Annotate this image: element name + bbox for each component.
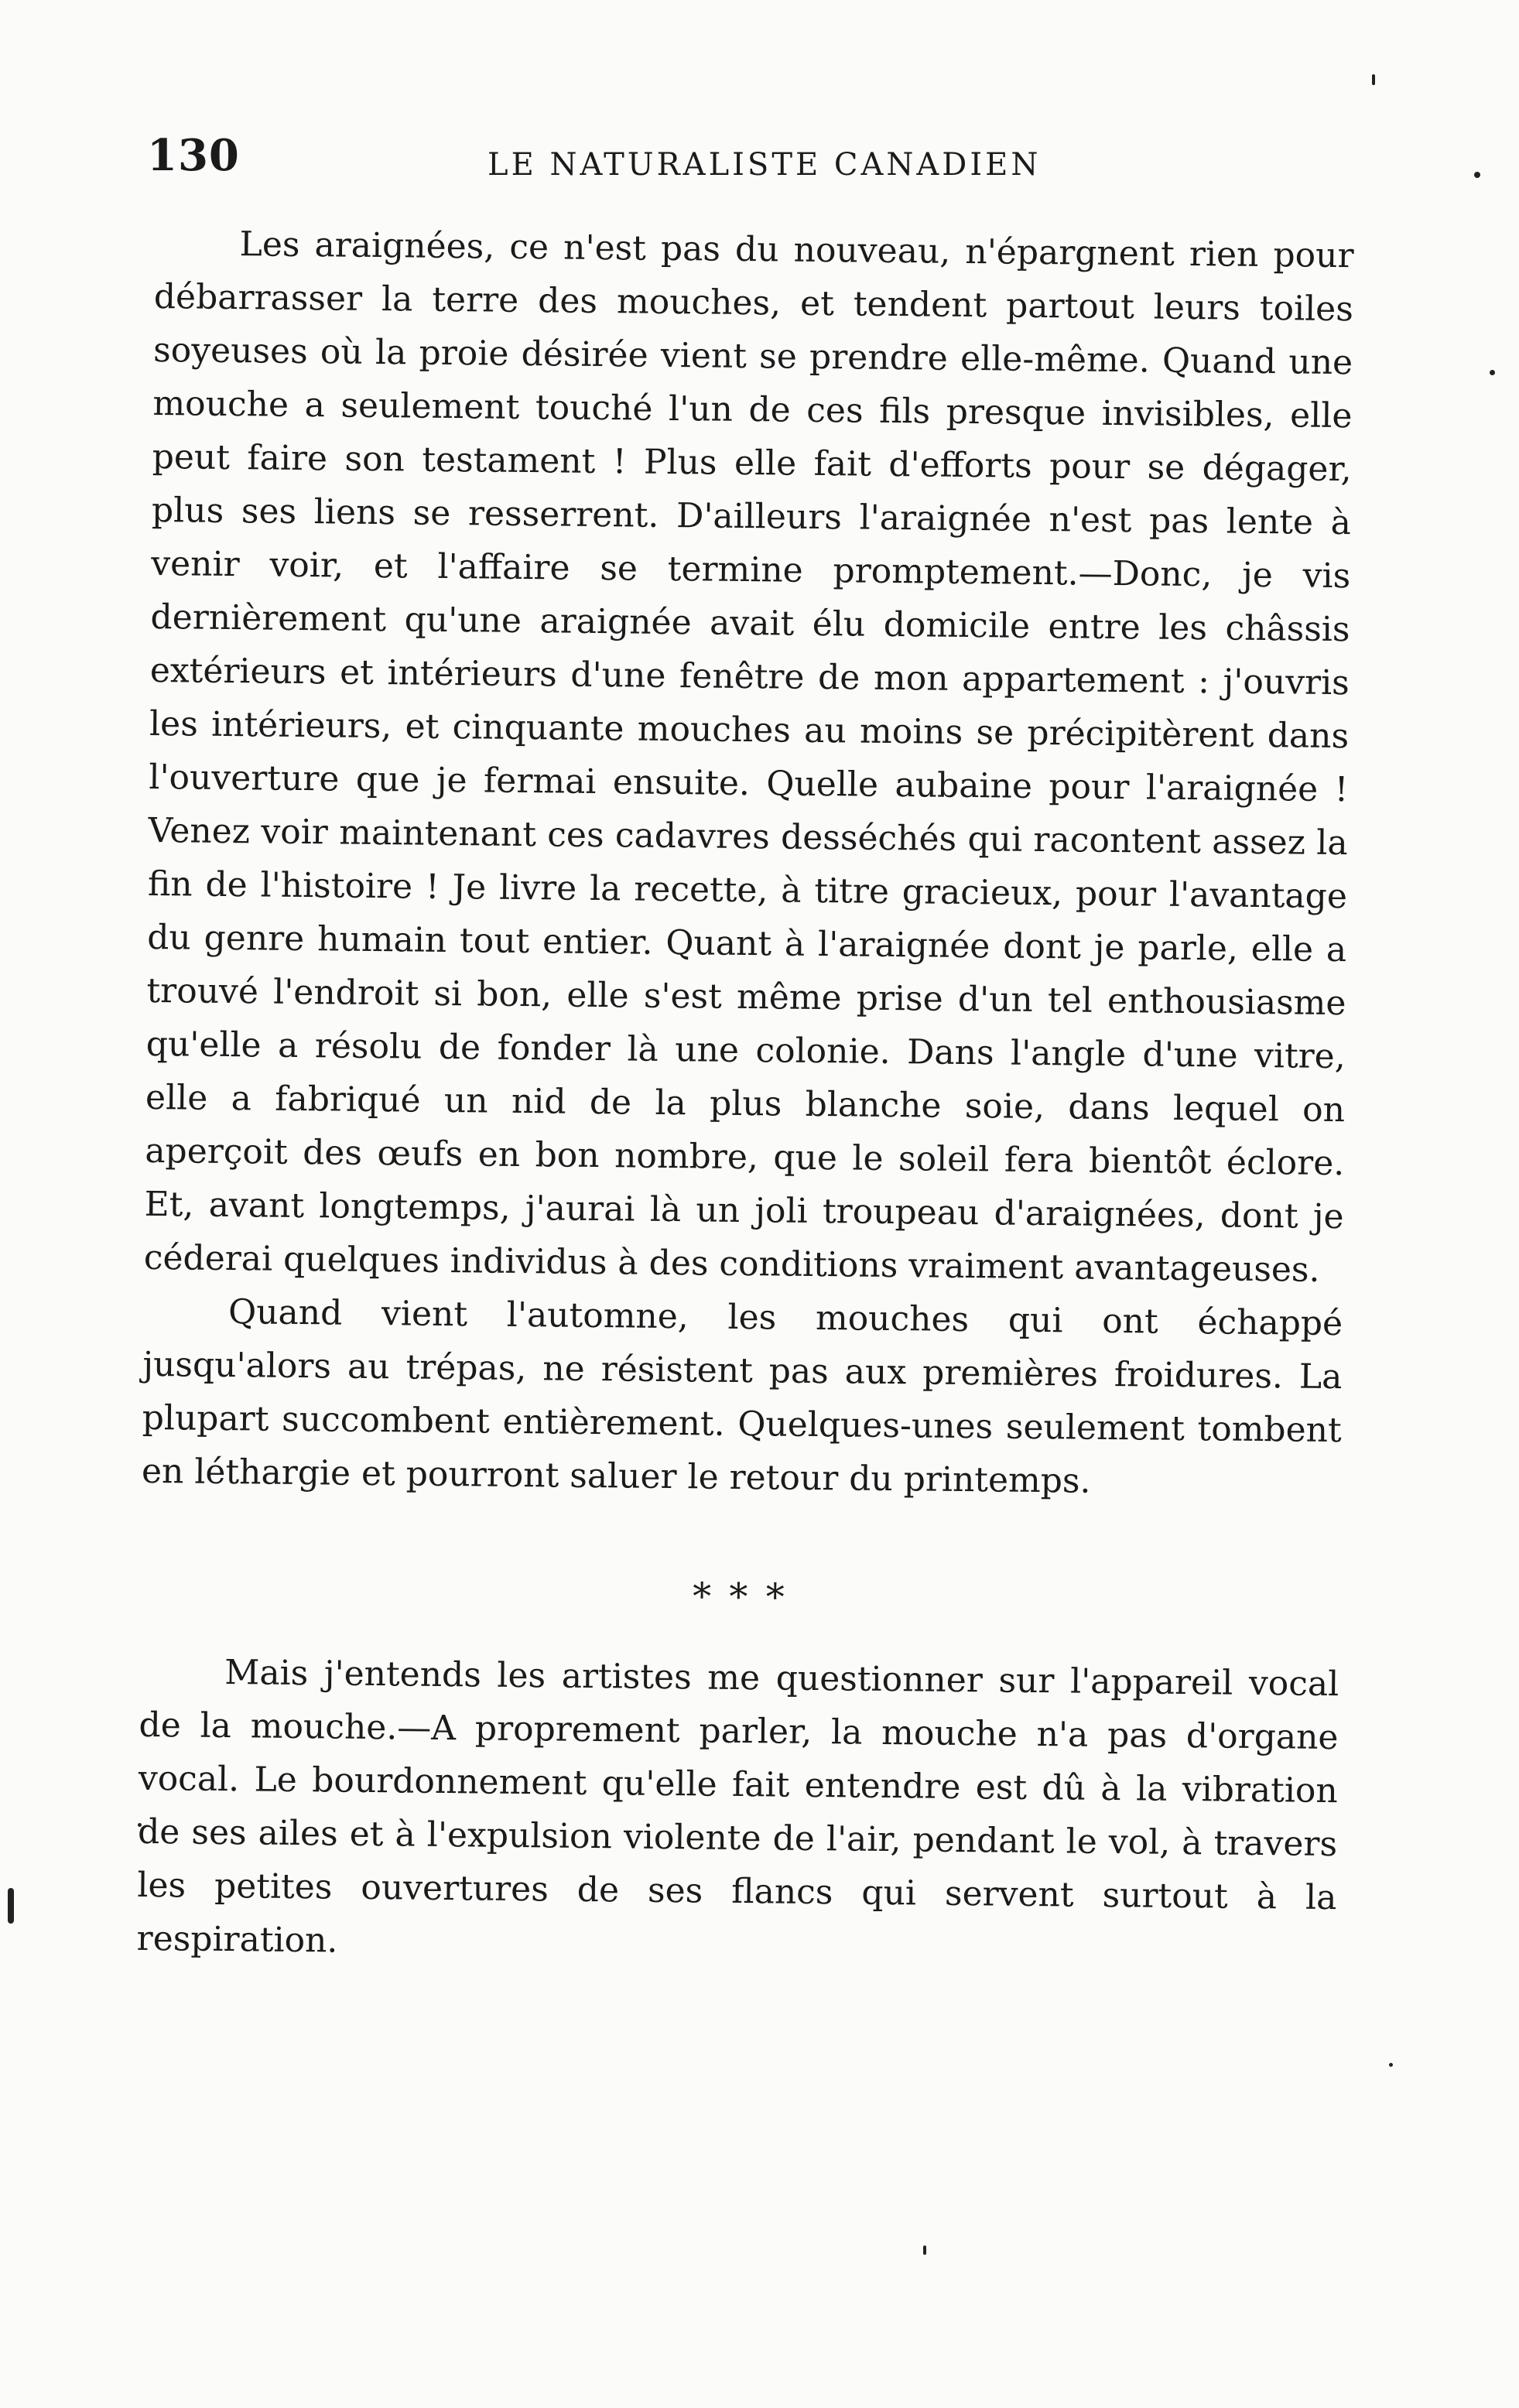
page-body xyxy=(136,217,1354,1978)
ink-speck xyxy=(1372,74,1375,85)
ink-speck xyxy=(1490,370,1495,375)
running-title: LE NATURALISTE CANADIEN xyxy=(488,147,1042,183)
ink-speck xyxy=(923,2246,926,2255)
paragraph-vocal-apparatus: Mais j'entends les artistes me questionner sur l'appareil vocal de la mouche.—A proprement parler, la mouche n'a pas d'organe vocal. Le bourdonnement qu'elle fait entendre est dû à la vibration de ses ailes et à l'expulsion violente de l'air, pendant le vol, à travers les petites ouvertures de ses flancs qui servent surtout à la respiration. xyxy=(136,1653,1339,1961)
ink-speck xyxy=(8,1888,14,1924)
section-separator-asterism: * * * xyxy=(692,1575,788,1620)
page-header xyxy=(147,130,1354,192)
ink-speck xyxy=(1474,172,1480,178)
ink-speck xyxy=(1389,2063,1393,2067)
paragraph-spiders: Les araignées, ce n'est pas du nouveau, n'épargnent rien pour débarrasser la terre des mouches, et tendent partout leurs toiles soyeuses où la proie désirée vient se prendre elle-même. Quand une mouche a seulement touché l'un de ces fils presque invisibles, elle peut faire son testament ! Plus elle fait d'efforts pour se dégager, plus ses liens se resserrent. D'ailleurs l'araignée n'est pas lente à venir voir, et l'affaire se termine promptement.—Donc, je vis dernièrement qu'une araignée avait élu domicile entre les châssis extérieurs et intérieurs d'une fenêtre de mon appartement : j'ouvris les intérieurs, et cinquante mouches au moins se précipitèrent dans l'ouverture que je fermai ensuite. Quelle aubaine pour l'araignée ! Venez voir maintenant ces cadavres desséchés qui racontent assez la fin de l'histoire ! Je livre la recette, à titre gracieux, pour l'avantage du genre humain tout entier. Quant à l'araignée dont je parle, elle a trouvé l'endroit si bon, elle s'est même prise d'un tel enthousiasme qu'elle a résolu de fonder là une colonie. Dans l'angle d'une vitre, elle a fabriqué un nid de la plus blanche soie, dans lequel on aperçoit des œufs en bon nombre, que le soleil fera bientôt éclore. Et, avant longtemps, j'aurai là un joli troupeau d'araignées, dont je céderai quelques individus à des conditions vraiment avantageuses. xyxy=(143,224,1354,1290)
paragraph-autumn: Quand vient l'automne, les mouches qui ont échappé jusqu'alors au trépas, ne résistent pas aux premières froidures. La plupart succombent entièrement. Quelques-unes seulement tombent en léthargie et pourront saluer le retour du printemps. xyxy=(141,1292,1343,1501)
page-number: 130 xyxy=(147,130,240,181)
